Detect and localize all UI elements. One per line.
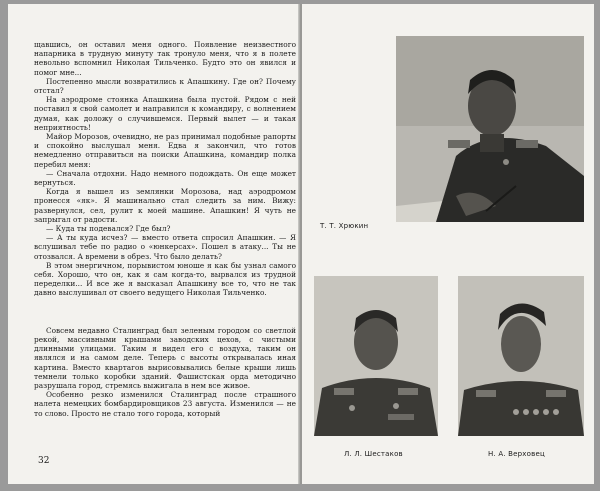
caption-verkhovets: Н. А. Верховец — [488, 450, 545, 458]
paragraph: — Сначала отдохни. Надо немного подождать. Он еще может вернуться. — [34, 168, 296, 188]
portrait-photo-khryukin — [396, 36, 584, 222]
paragraph: Майор Морозов, очевидно, не раз принимал подобные рапорты и спокойно выслушал меня. Едва я закончил, что готов немедленно отправиться на поиски Апашкина, командир полка перебил меня: — [34, 132, 296, 169]
page-number: 32 — [38, 456, 50, 466]
paragraph: Совсем недавно Сталинград был зеленым городом со светлой рекой, массивными крышами заводских цехов, с чистыми длинными улицами. Таким я видел его с воздуха, таким он являлся и на самом деле. Теперь с высоты открывалась иная картина. Вместо квартагов вырисовывались белые крыши лишь темнели только коробки зданий. Фашистская орда методично разрушала город, стремясь выжигала в нем все живое. — [34, 325, 296, 390]
paragraph: — А ты куда исчез? — вместо ответа спросил Апашкин. — Я вслушивал тебе по радио о «юнкерсах». Пошел в атаку... Ты не отозвался. А времени в обрез. Что было делать? — [34, 233, 296, 261]
portrait-photo-shestakov — [314, 276, 438, 436]
paragraph: — Куда ты подевался? Где был? — [46, 224, 171, 234]
paragraph: Особенно резко изменился Сталинград после страшного налета немецких бомбардировщиков 23 августа. Изменился — не то слово. Просто не стало того города, который — [34, 390, 296, 418]
left-page-text — [34, 40, 296, 418]
paragraph: Когда я вышел из землянки Морозова, над аэродромом пронесся «як». Я машинально стал следить за ним. Вижу: развернулся, сел, рулит к моей машине. Апашкин! Я чуть не запрыгал от радости. — [34, 187, 296, 224]
section-break — [34, 298, 296, 326]
paragraph: На аэродроме стоянка Апашкина была пустой. Рядом с ней поставил я свой самолет и направился к командиру, с волнением думая, как доложу о случившемся. Первый вылет — и такая неприятность! — [34, 95, 296, 132]
portrait-illustration — [458, 276, 584, 436]
paragraph: Постепенно мысли возвратились к Апашкину. Где он? Почему отстал? — [34, 76, 296, 96]
portrait-illustration — [396, 36, 584, 222]
left-page — [8, 4, 300, 484]
portrait-photo-verkhovets — [458, 276, 584, 436]
caption-shestakov: Л. Л. Шестаков — [344, 450, 403, 458]
paragraph: щавшись, он оставил меня одного. Появление неизвестного напарника в трудную минуту так тронуло меня, что я в полете невольно вспомнил Николая Тильченко. Будто это он явился и помог мне... — [34, 40, 296, 77]
caption-khryukin: Т. Т. Хрюкин — [320, 222, 369, 230]
portrait-illustration — [314, 276, 438, 436]
right-page — [302, 4, 594, 484]
paragraph: В этом энергичном, порывистом юноше я как бы узнал самого себя. Хорошо, что он, как я сам когда-то, вырвался из трудной переделки... И все же я высказал Апашкину все то, что не так давно выслушивал от своего ведущего Николая Тильченко. — [34, 260, 296, 298]
